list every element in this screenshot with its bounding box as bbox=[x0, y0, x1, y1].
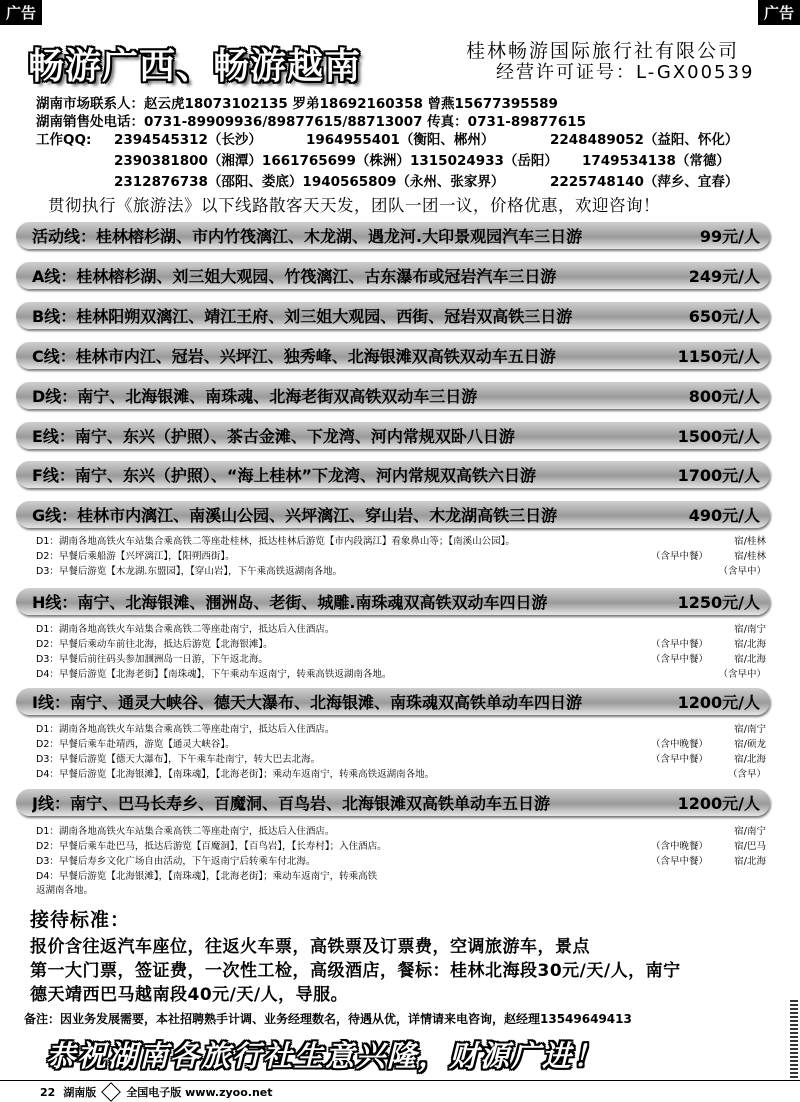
itinerary-stay: 宿/桂林 bbox=[734, 536, 766, 547]
itinerary-stay: 宿/南宁 bbox=[734, 624, 766, 635]
route-name: J线：南宁、巴马长寿乡、百魔洞、百鸟岩、北海银滩双高铁单动车五日游 bbox=[32, 794, 550, 813]
ad-tag-right: 广告 bbox=[758, 0, 800, 25]
route-name: C线：桂林市内江、冠岩、兴坪江、独秀峰、北海银滩双高铁双动车五日游 bbox=[32, 347, 556, 366]
itinerary-stay: （含早中） bbox=[718, 566, 766, 577]
route-bar bbox=[16, 588, 770, 615]
route-bar bbox=[16, 688, 770, 715]
qq-item: 2390381800（湘潭）1661765699（株洲） bbox=[114, 153, 410, 169]
congrats-banner: 恭祝湖南各旅行社生意兴隆，财源广进！ bbox=[46, 1039, 605, 1073]
route-bar bbox=[16, 302, 770, 329]
license-number: 经营许可证号：L-GX00539 bbox=[496, 62, 755, 83]
itinerary-text: D2：早餐后乘船游【兴坪漓江】，【阳朔西街】。 bbox=[36, 551, 235, 562]
itinerary-stay: （含早中） bbox=[718, 669, 766, 680]
itinerary-meal: （含早中餐） bbox=[650, 754, 708, 765]
standard-line: 报价含往返汽车座位，往返火车票，高铁票及订票费，空调旅游车，景点 bbox=[30, 937, 590, 957]
footer bbox=[40, 1084, 273, 1100]
route-name: D线：南宁、北海银滩、南珠魂、北海老街双高铁双动车三日游 bbox=[32, 387, 478, 406]
itinerary-meal: （含早中餐） bbox=[650, 639, 708, 650]
route-name: I线：南宁、通灵大峡谷、德天大瀑布、北海银滩、南珠魂双高铁单动车四日游 bbox=[32, 693, 582, 712]
headline: 畅游广西、畅游越南 bbox=[28, 46, 362, 87]
qq-item: 1749534138（常德） bbox=[582, 153, 730, 169]
itinerary-text: D1：湖南各地高铁火车站集合乘高铁二等座赴桂林，抵达桂林后游览【市内段漓江】看象鼻山等；【南溪山公园】。 bbox=[36, 536, 515, 547]
ad-tag-left: 广告 bbox=[0, 0, 42, 25]
route-name: B线：桂林阳朔双漓江、靖江王府、刘三姐大观园、西街、冠岩双高铁三日游 bbox=[32, 307, 573, 326]
route-bar bbox=[16, 382, 770, 409]
standard-line: 德天靖西巴马越南段40元/天/人，导服。 bbox=[30, 985, 349, 1005]
itinerary-text: D2：早餐后乘车赴巴马，抵达后游览【百魔洞】，【百鸟岩】，【长寿村】；入住酒店。 bbox=[36, 841, 387, 852]
route-bar bbox=[16, 789, 770, 816]
qq-item: 2312876738（邵阳、娄底）1940565809（永州、张家界） bbox=[114, 174, 505, 190]
route-name: H线：南宁、北海银滩、涠洲岛、老街、城雕.南珠魂双高铁双动车四日游 bbox=[32, 593, 548, 612]
route-name: A线：桂林榕杉湖、刘三姐大观园、竹筏漓江、古东瀑布或冠岩汽车三日游 bbox=[32, 267, 557, 286]
qq-item: 1964955401（衡阳、郴州） bbox=[306, 132, 495, 148]
itinerary-text: D4：早餐后游览【北海老街】【南珠魂】，下午乘动车返南宁，转乘高铁返湖南各地。 bbox=[36, 669, 392, 680]
route-name: F线：南宁、东兴（护照）、“海上桂林”下龙湾、河内常规双高铁六日游 bbox=[32, 466, 536, 485]
itinerary-stay: 宿/北海 bbox=[734, 856, 766, 867]
company-name: 桂林畅游国际旅行社有限公司 bbox=[466, 40, 740, 62]
itinerary-text: 返湖南各地。 bbox=[36, 885, 94, 896]
route-bar bbox=[16, 461, 770, 488]
slogan: 贯彻执行《旅游法》以下线路散客天天发，团队一团一议，价格优惠，欢迎咨询！ bbox=[48, 196, 660, 215]
site-link[interactable]: 全国电子版 www.zyoo.net bbox=[126, 1086, 273, 1099]
standard-title: 接待标准： bbox=[30, 909, 131, 931]
route-price: 249元/人 bbox=[688, 267, 760, 286]
route-price: 1200元/人 bbox=[677, 794, 760, 813]
itinerary-stay: 宿/硕龙 bbox=[734, 739, 766, 750]
qq-item: 2394545312（长沙） bbox=[114, 132, 262, 148]
standard-line: 第一大门票，签证费，一次性工检，高级酒店，餐标：桂林北海段30元/天/人，南宁 bbox=[30, 961, 681, 981]
itinerary-meal: （含早中餐） bbox=[650, 654, 708, 665]
route-price: 650元/人 bbox=[688, 307, 760, 326]
route-price: 1150元/人 bbox=[677, 347, 760, 366]
route-price: 1500元/人 bbox=[677, 427, 760, 446]
route-price: 800元/人 bbox=[688, 387, 760, 406]
route-bar bbox=[16, 422, 770, 449]
route-bar bbox=[16, 342, 770, 369]
footer-divider bbox=[0, 1080, 800, 1081]
itinerary-meal: （含早中餐） bbox=[650, 856, 708, 867]
diamond-logo-icon bbox=[101, 1082, 121, 1102]
route-bar bbox=[16, 501, 770, 528]
itinerary-text: D3：早餐后游览【德天大瀑布】，下午乘车赴南宁，转大巴去北海。 bbox=[36, 754, 321, 765]
itinerary-meal: （含中晚餐） bbox=[650, 739, 708, 750]
route-bar bbox=[16, 222, 770, 249]
route-price: 490元/人 bbox=[688, 506, 760, 525]
itinerary-stay: 宿/南宁 bbox=[734, 724, 766, 735]
side-strip bbox=[790, 1000, 798, 1080]
itinerary-stay: 宿/北海 bbox=[734, 754, 766, 765]
itinerary-text: D4：早餐后游览【北海银滩】，【南珠魂】，【北海老街】；乘动车返南宁，转乘高铁返湖南各地。 bbox=[36, 769, 435, 780]
itinerary-stay: （含早） bbox=[727, 769, 766, 780]
itinerary-text: D1：湖南各地高铁火车站集合乘高铁二等座赴南宁，抵达后入住酒店。 bbox=[36, 724, 335, 735]
route-price: 1700元/人 bbox=[677, 466, 760, 485]
route-bar bbox=[16, 262, 770, 289]
qq-item: 2248489052（益阳、怀化） bbox=[550, 132, 739, 148]
itinerary-text: D3：早餐后寿乡文化广场自由活动，下午返南宁后转乘车付北海。 bbox=[36, 856, 316, 867]
itinerary-stay: 宿/巴马 bbox=[734, 841, 766, 852]
itinerary-meal: （含早中餐） bbox=[650, 551, 708, 562]
route-name: 活动线：桂林榕杉湖、市内竹筏漓江、木龙湖、遇龙河.大印景观园汽车三日游 bbox=[32, 227, 583, 246]
qq-item: 2225748140（萍乡、宜春） bbox=[550, 174, 739, 190]
page-number: 22 bbox=[40, 1085, 56, 1099]
itinerary-text: D2：早餐后乘动车前往北海，抵达后游览【北海银滩】。 bbox=[36, 639, 273, 650]
itinerary-text: D1：湖南各地高铁火车站集合乘高铁二等座赴南宁，抵达后入住酒店。 bbox=[36, 624, 335, 635]
route-price: 99元/人 bbox=[699, 227, 760, 246]
itinerary-stay: 宿/北海 bbox=[734, 639, 766, 650]
itinerary-text: D2：早餐后乘车赴靖西，游览【通灵大峡谷】。 bbox=[36, 739, 235, 750]
itinerary-stay: 宿/北海 bbox=[734, 654, 766, 665]
route-price: 1250元/人 bbox=[677, 593, 760, 612]
recruit-note: 备注：因业务发展需要，本社招聘熟手计调、业务经理数名，待遇从优，详情请来电咨询，赵经理13549649413 bbox=[24, 1012, 632, 1026]
contact-phone: 湖南销售处电话：0731-89909936/89877615/88713007 传真：0731-89877615 bbox=[36, 114, 586, 130]
itinerary-stay: 宿/南宁 bbox=[734, 826, 766, 837]
qq-item: 1315024933（岳阳） bbox=[410, 153, 558, 169]
contact-people: 湖南市场联系人：赵云虎18073102135 罗弟18692160358 曾燕15677395589 bbox=[36, 96, 558, 112]
edition-label: 湖南版 bbox=[63, 1086, 97, 1099]
itinerary-text: D3：早餐后前往码头参加涠洲岛一日游，下午返北海。 bbox=[36, 654, 268, 665]
itinerary-text: D3：早餐后游览【木龙湖.东盟园】，【穿山岩】，下午乘高铁返湖南各地。 bbox=[36, 566, 343, 577]
itinerary-text: D1：湖南各地高铁火车站集合乘高铁二等座赴南宁，抵达后入住酒店。 bbox=[36, 826, 335, 837]
qq-label: 工作QQ: bbox=[36, 132, 92, 148]
itinerary-text: D4：早餐后游览【北海银滩】，【南珠魂】，【北海老街】；乘动车返南宁，转乘高铁 bbox=[36, 871, 378, 882]
route-price: 1200元/人 bbox=[677, 693, 760, 712]
itinerary-stay: 宿/桂林 bbox=[734, 551, 766, 562]
itinerary-meal: （含中晚餐） bbox=[650, 841, 708, 852]
route-name: G线：桂林市内漓江、南溪山公园、兴坪漓江、穿山岩、木龙湖高铁三日游 bbox=[32, 506, 558, 525]
route-name: E线：南宁、东兴（护照）、茶古金滩、下龙湾、河内常规双卧八日游 bbox=[32, 427, 515, 446]
